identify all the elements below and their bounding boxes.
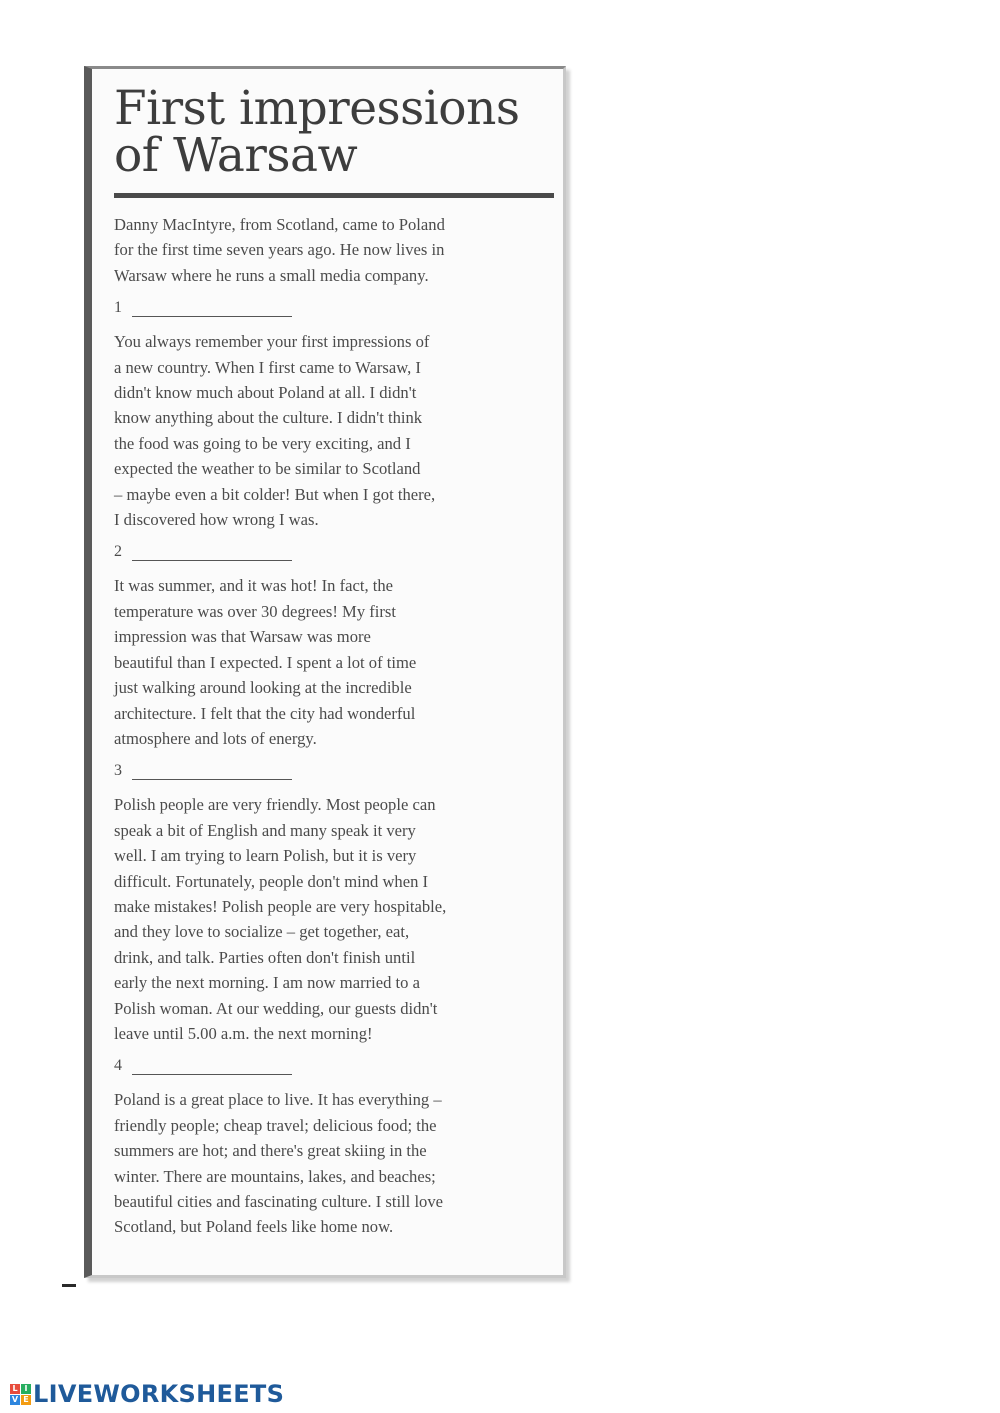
section-number: 1 [114, 299, 122, 317]
footer-brand[interactable] [10, 1380, 284, 1408]
text-line: impression was that Warsaw was more [114, 627, 371, 647]
logo-tile: V [11, 1394, 19, 1404]
text-line: early the next morning. I am now married to a [114, 973, 420, 993]
text-line: I discovered how wrong I was. [114, 510, 319, 530]
text-line: Polish people are very friendly. Most people can [114, 795, 436, 815]
text-line: beautiful cities and fascinating culture. I still love [114, 1192, 444, 1211]
text-line: didn't know much about Poland at all. I didn't [114, 383, 417, 403]
page-mark [62, 1284, 76, 1287]
text-line: drink, and talk. Parties often don't finish until [114, 947, 416, 967]
text-line: beautiful than I expected. I spent a lot of time [114, 652, 417, 672]
text-line: – maybe even a bit colder! But when I got there, [114, 484, 436, 504]
logo-tile: L [10, 1384, 20, 1394]
heading-blank-line[interactable] [132, 765, 292, 780]
text-line: leave until 5.00 a.m. the next morning! [114, 1023, 373, 1043]
section-paragraph-2 [114, 573, 545, 751]
heading-gap-4 [114, 1057, 545, 1075]
text-line: difficult. Fortunately, people don't mind when I [114, 871, 429, 891]
text-line: You always remember your first impressions of [114, 332, 430, 352]
article-panel [84, 66, 566, 1278]
text-line: Polish woman. At our wedding, our guests didn't [114, 998, 438, 1018]
section-number: 2 [114, 543, 122, 561]
text-line: a new country. When I first came to Warsaw, I [114, 357, 421, 377]
text-line: make mistakes! Polish people are very hospitable, [114, 896, 447, 916]
intro-paragraph [114, 212, 545, 288]
brand-name: LIVEWORKSHEETS [33, 1380, 285, 1408]
section-paragraph-1 [114, 329, 545, 532]
heading-blank-line[interactable] [132, 1060, 292, 1075]
title-line-1: First impressions [114, 81, 520, 136]
logo-tile: E [21, 1395, 31, 1405]
section-number: 4 [114, 1057, 122, 1075]
text-line: architecture. I felt that the city had wonderful [114, 703, 416, 723]
text-line: well. I am trying to learn Polish, but it is very [114, 846, 417, 866]
text-line: know anything about the culture. I didn't think [114, 408, 423, 428]
text-line: speak a bit of English and many speak it very [114, 820, 416, 840]
section-number: 3 [114, 762, 122, 780]
text-line: Scotland, but Poland feels like home now. [114, 1217, 394, 1237]
heading-blank-line[interactable] [132, 546, 292, 561]
text-line: Poland is a great place to live. It has everything – [114, 1090, 442, 1110]
heading-gap-1 [114, 299, 545, 317]
text-line: winter. There are mountains, lakes, and beaches; [114, 1166, 436, 1186]
heading-gap-3 [114, 762, 545, 780]
text-line: atmosphere and lots of energy. [114, 728, 317, 748]
text-line: Danny MacIntyre, from Scotland, came to Poland [114, 215, 445, 234]
title-divider [114, 193, 554, 198]
title-line-2: of Warsaw [114, 128, 358, 183]
logo-tile: I [21, 1384, 31, 1394]
article-sections [114, 299, 545, 1240]
heading-blank-line[interactable] [132, 302, 292, 317]
text-line: Warsaw where he runs a small media company. [114, 265, 429, 285]
text-line: friendly people; cheap travel; delicious food; the [114, 1115, 437, 1135]
text-line: just walking around looking at the incredible [114, 678, 412, 698]
heading-gap-2 [114, 543, 545, 561]
text-line: the food was going to be very exciting, and I [114, 433, 411, 453]
text-line: expected the weather to be similar to Scotland [114, 459, 421, 479]
article-title [114, 81, 545, 183]
text-line: temperature was over 30 degrees! My first [114, 601, 396, 621]
text-line: summers are hot; and there's great skiing in the [114, 1141, 427, 1161]
section-paragraph-4 [114, 1087, 545, 1239]
section-paragraph-3 [114, 792, 545, 1046]
text-line: and they love to socialize – get together, eat, [114, 922, 410, 942]
text-line: for the first time seven years ago. He now lives in [114, 240, 445, 260]
liveworksheets-logo-icon [10, 1384, 31, 1405]
text-line: It was summer, and it was hot! In fact, the [114, 576, 394, 596]
